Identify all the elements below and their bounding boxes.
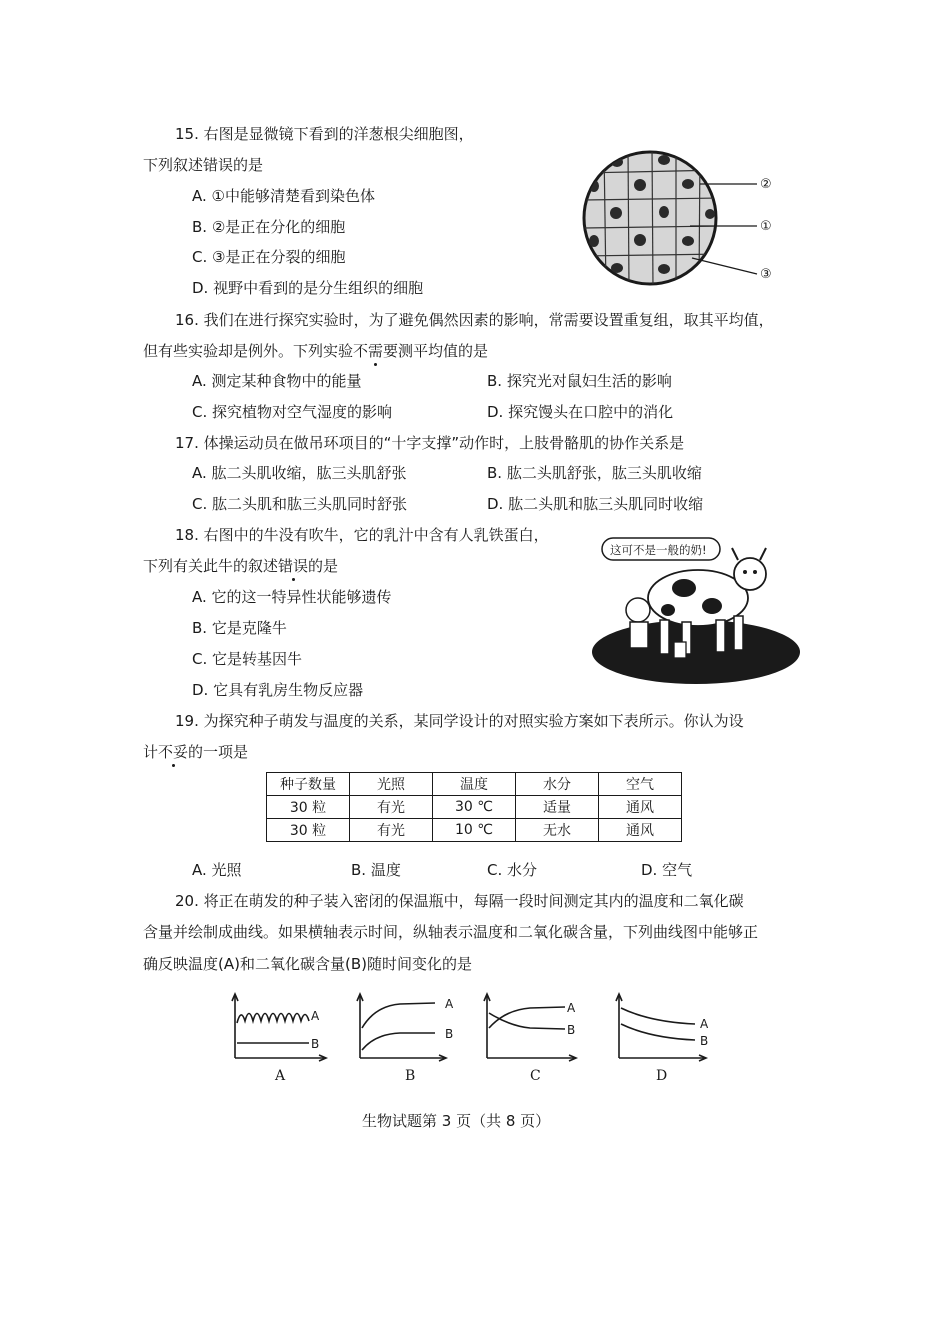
onion-root-tip-micrograph bbox=[582, 148, 782, 288]
q17-option-b: B. 肱二头肌舒张，肱三头肌收缩 bbox=[487, 464, 702, 482]
q18-stem-line1: 18. 右图中的牛没有吹牛，它的乳汁中含有人乳铁蛋白， bbox=[175, 526, 549, 544]
table-header-row bbox=[267, 773, 682, 796]
q19-option-a: A. 光照 bbox=[192, 861, 242, 879]
table-cell: 30 ℃ bbox=[433, 796, 516, 819]
transgenic-cow-illustration bbox=[588, 530, 803, 690]
graph-c-curve-b bbox=[489, 1013, 565, 1029]
q17-option-d: D. 肱二头肌和肱三头肌同时收缩 bbox=[487, 495, 704, 513]
graph-b-curve-b bbox=[362, 1033, 435, 1050]
q15-option-b: B. ②是正在分化的细胞 bbox=[192, 218, 346, 236]
table-cell: 通风 bbox=[599, 819, 682, 842]
graph-b-caption: B bbox=[405, 1068, 416, 1084]
table-header: 种子数量 bbox=[267, 773, 350, 796]
graph-c-label-a: A bbox=[567, 1001, 576, 1015]
graph-a-label-b: B bbox=[311, 1037, 320, 1051]
graph-b-curve-a bbox=[362, 1003, 435, 1028]
q16-option-d: D. 探究馒头在口腔中的消化 bbox=[487, 403, 674, 421]
graph-d-label-a: A bbox=[700, 1017, 709, 1031]
q20-stem-line3: 确反映温度(A)和二氧化碳含量(B)随时间变化的是 bbox=[143, 955, 472, 973]
q19-option-d: D. 空气 bbox=[641, 861, 693, 879]
q19-option-c: C. 水分 bbox=[487, 861, 538, 879]
emphasis-wrong: 错误 bbox=[278, 557, 309, 575]
table-cell: 无水 bbox=[516, 819, 599, 842]
q15-stem-line1: 15. 右图是显微镜下看到的洋葱根尖细胞图， bbox=[175, 125, 474, 143]
table-cell: 30 粒 bbox=[267, 796, 350, 819]
graph-a-caption: A bbox=[275, 1068, 286, 1084]
table-cell: 30 粒 bbox=[267, 819, 350, 842]
graph-d-caption: D bbox=[656, 1068, 668, 1084]
page-footer: 生物试题第 3 页（共 8 页） bbox=[362, 1112, 551, 1130]
q18-option-d: D. 它具有乳房生物反应器 bbox=[192, 681, 364, 699]
graph-d-curve-a bbox=[621, 1008, 695, 1024]
label-1: ① bbox=[760, 219, 772, 234]
table-cell: 适量 bbox=[516, 796, 599, 819]
graph-c-label-b: B bbox=[567, 1023, 576, 1037]
q20-stem-line2: 含量并绘制成曲线。如果横轴表示时间，纵轴表示温度和二氧化碳含量，下列曲线图中能够正 bbox=[143, 923, 759, 941]
table-cell: 通风 bbox=[599, 796, 682, 819]
emphasis-not-need: 不需要 bbox=[353, 342, 399, 360]
experiment-table bbox=[266, 772, 682, 842]
q16-option-b: B. 探究光对鼠妇生活的影响 bbox=[487, 372, 672, 390]
table-cell: 有光 bbox=[350, 796, 433, 819]
q17-stem: 17. 体操运动员在做吊环项目的“十字支撑”动作时，上肢骨骼肌的协作关系是 bbox=[175, 434, 685, 452]
q15-stem-line2: 下列叙述错误的是 bbox=[143, 156, 264, 174]
q20-stem-line1: 20. 将正在萌发的种子装入密闭的保温瓶中，每隔一段时间测定其内的温度和二氧化碳 bbox=[175, 892, 744, 910]
graph-c-caption: C bbox=[530, 1068, 541, 1084]
q16-option-c: C. 探究植物对空气湿度的影响 bbox=[192, 403, 393, 421]
graph-c-curve-a bbox=[489, 1007, 565, 1028]
q17-option-a: A. 肱二头肌收缩，肱三头肌舒张 bbox=[192, 464, 407, 482]
label-3: ③ bbox=[760, 267, 772, 282]
q19-option-b: B. 温度 bbox=[351, 861, 401, 879]
q15-option-c: C. ③是正在分裂的细胞 bbox=[192, 248, 346, 266]
graph-b-label-b: B bbox=[445, 1027, 454, 1041]
q17-option-c: C. 肱二头肌和肱三头肌同时舒张 bbox=[192, 495, 408, 513]
graph-d-label-b: B bbox=[700, 1034, 709, 1048]
q18-option-c: C. 它是转基因牛 bbox=[192, 650, 303, 668]
q15-option-d: D. 视野中看到的是分生组织的细胞 bbox=[192, 279, 424, 297]
table-cell: 有光 bbox=[350, 819, 433, 842]
q16-stem-line2: 但有些实验却是例外。下列实验不需要测平均值的是 bbox=[143, 342, 489, 360]
q16-option-a: A. 测定某种食物中的能量 bbox=[192, 372, 362, 390]
q19-stem-line1: 19. 为探究种子萌发与温度的关系，某同学设计的对照实验方案如下表所示。你认为设 bbox=[175, 712, 744, 730]
table-row bbox=[267, 819, 682, 842]
q19-stem-line2: 计不妥的一项是 bbox=[143, 743, 249, 761]
emphasis-improper: 不妥 bbox=[158, 743, 189, 761]
label-2: ② bbox=[760, 177, 772, 192]
graph-d-curve-b bbox=[621, 1024, 695, 1040]
table-header: 温度 bbox=[433, 773, 516, 796]
table-header: 空气 bbox=[599, 773, 682, 796]
speech-bubble-text: 这可不是一般的奶! bbox=[610, 543, 707, 557]
graph-b-label-a: A bbox=[445, 997, 454, 1011]
q20-curve-graphs bbox=[225, 988, 725, 1088]
q18-stem-line2: 下列有关此牛的叙述错误的是 bbox=[143, 557, 339, 575]
q18-option-b: B. 它是克隆牛 bbox=[192, 619, 287, 637]
table-header: 光照 bbox=[350, 773, 433, 796]
table-header: 水分 bbox=[516, 773, 599, 796]
q18-option-a: A. 它的这一特异性状能够遗传 bbox=[192, 588, 392, 606]
table-row bbox=[267, 796, 682, 819]
q16-stem-line1: 16. 我们在进行探究实验时，为了避免偶然因素的影响，常需要设置重复组，取其平均值， bbox=[175, 311, 774, 329]
q15-option-a: A. ①中能够清楚看到染色体 bbox=[192, 187, 375, 205]
table-cell: 10 ℃ bbox=[433, 819, 516, 842]
graph-a-curve-a bbox=[237, 1014, 309, 1024]
graph-a-label-a: A bbox=[311, 1009, 320, 1023]
